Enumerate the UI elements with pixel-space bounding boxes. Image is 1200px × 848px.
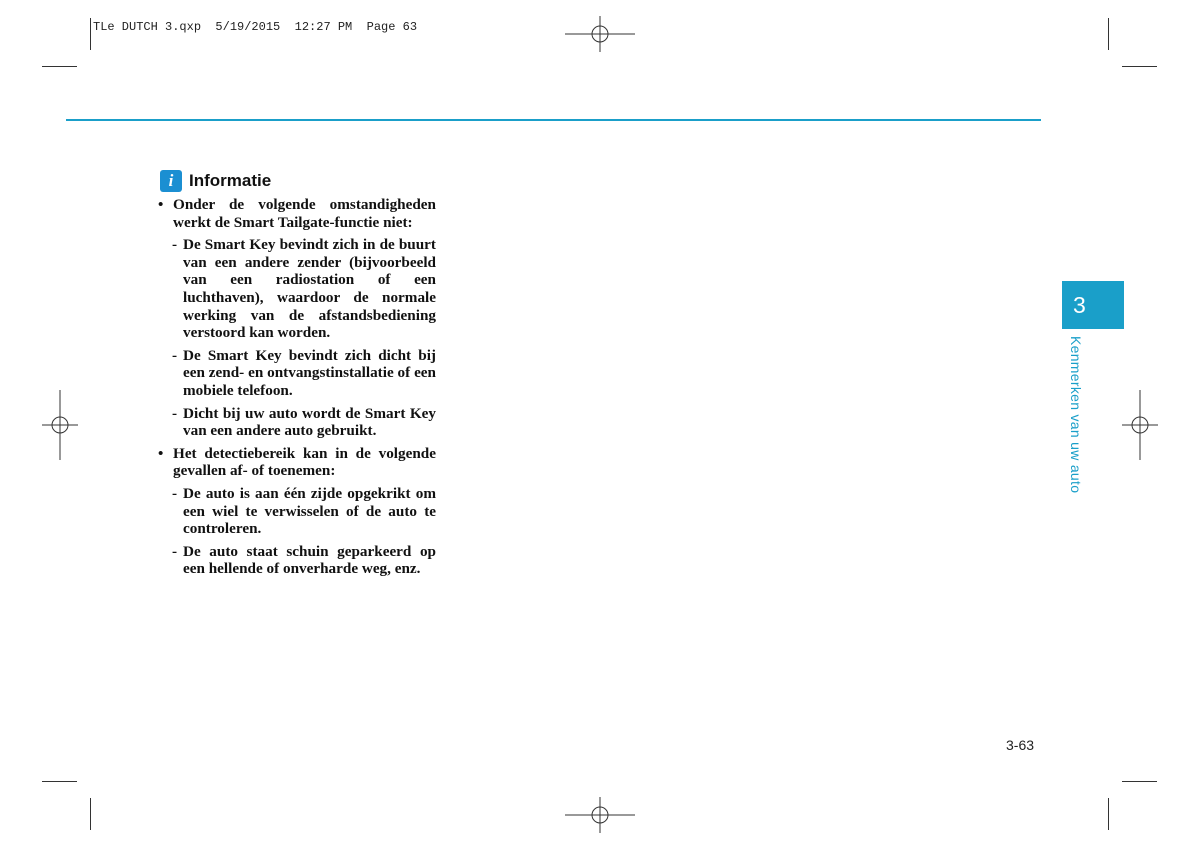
header-rule [66,119,1041,121]
print-slug: TLe DUTCH 3.qxp 5/19/2015 12:27 PM Page 63 [93,20,418,34]
registration-mark [565,797,635,833]
crop-mark [42,781,77,782]
crop-mark [1108,18,1109,50]
sub-item: - Dicht bij uw auto wordt de Smart Key van een andere auto gebruikt. [172,405,436,440]
info-title: Informatie [189,171,272,190]
info-icon: i [160,170,182,192]
bullet-item: • Het detectiebereik kan in de volgende gevallen af- of toenemen: [158,445,436,480]
bullet-item: • Onder de volgende omstandigheden werkt de Smart Tailgate-functie niet: [158,196,436,231]
crop-mark [1122,781,1157,782]
sub-item: - De auto staat schuin geparkeerd op een hellende of onverharde weg, enz. [172,543,436,578]
chapter-tab: 3 [1062,281,1124,329]
crop-mark [90,18,91,50]
info-content [158,196,436,583]
registration-mark [1122,390,1158,460]
chapter-label: Kenmerken van uw auto [1068,336,1084,494]
page-number: 3-63 [1006,737,1035,753]
sub-item: - De Smart Key bevindt zich in de buurt van een andere zender (bijvoorbeeld van een radiostation of een luchthaven), waardoor de normale werking van de afstandsbediening verstoord kan worden. [172,236,436,342]
crop-mark [90,798,91,830]
crop-mark [1122,66,1157,67]
crop-mark [1108,798,1109,830]
sub-item: - De Smart Key bevindt zich dicht bij een zend- en ontvangstinstallatie of een mobiele telefoon. [172,347,436,400]
info-heading [160,170,271,192]
registration-mark [565,16,635,52]
sub-item: - De auto is aan één zijde opgekrikt om een wiel te verwisselen of de auto te controleren. [172,485,436,538]
crop-mark [42,66,77,67]
registration-mark [42,390,78,460]
